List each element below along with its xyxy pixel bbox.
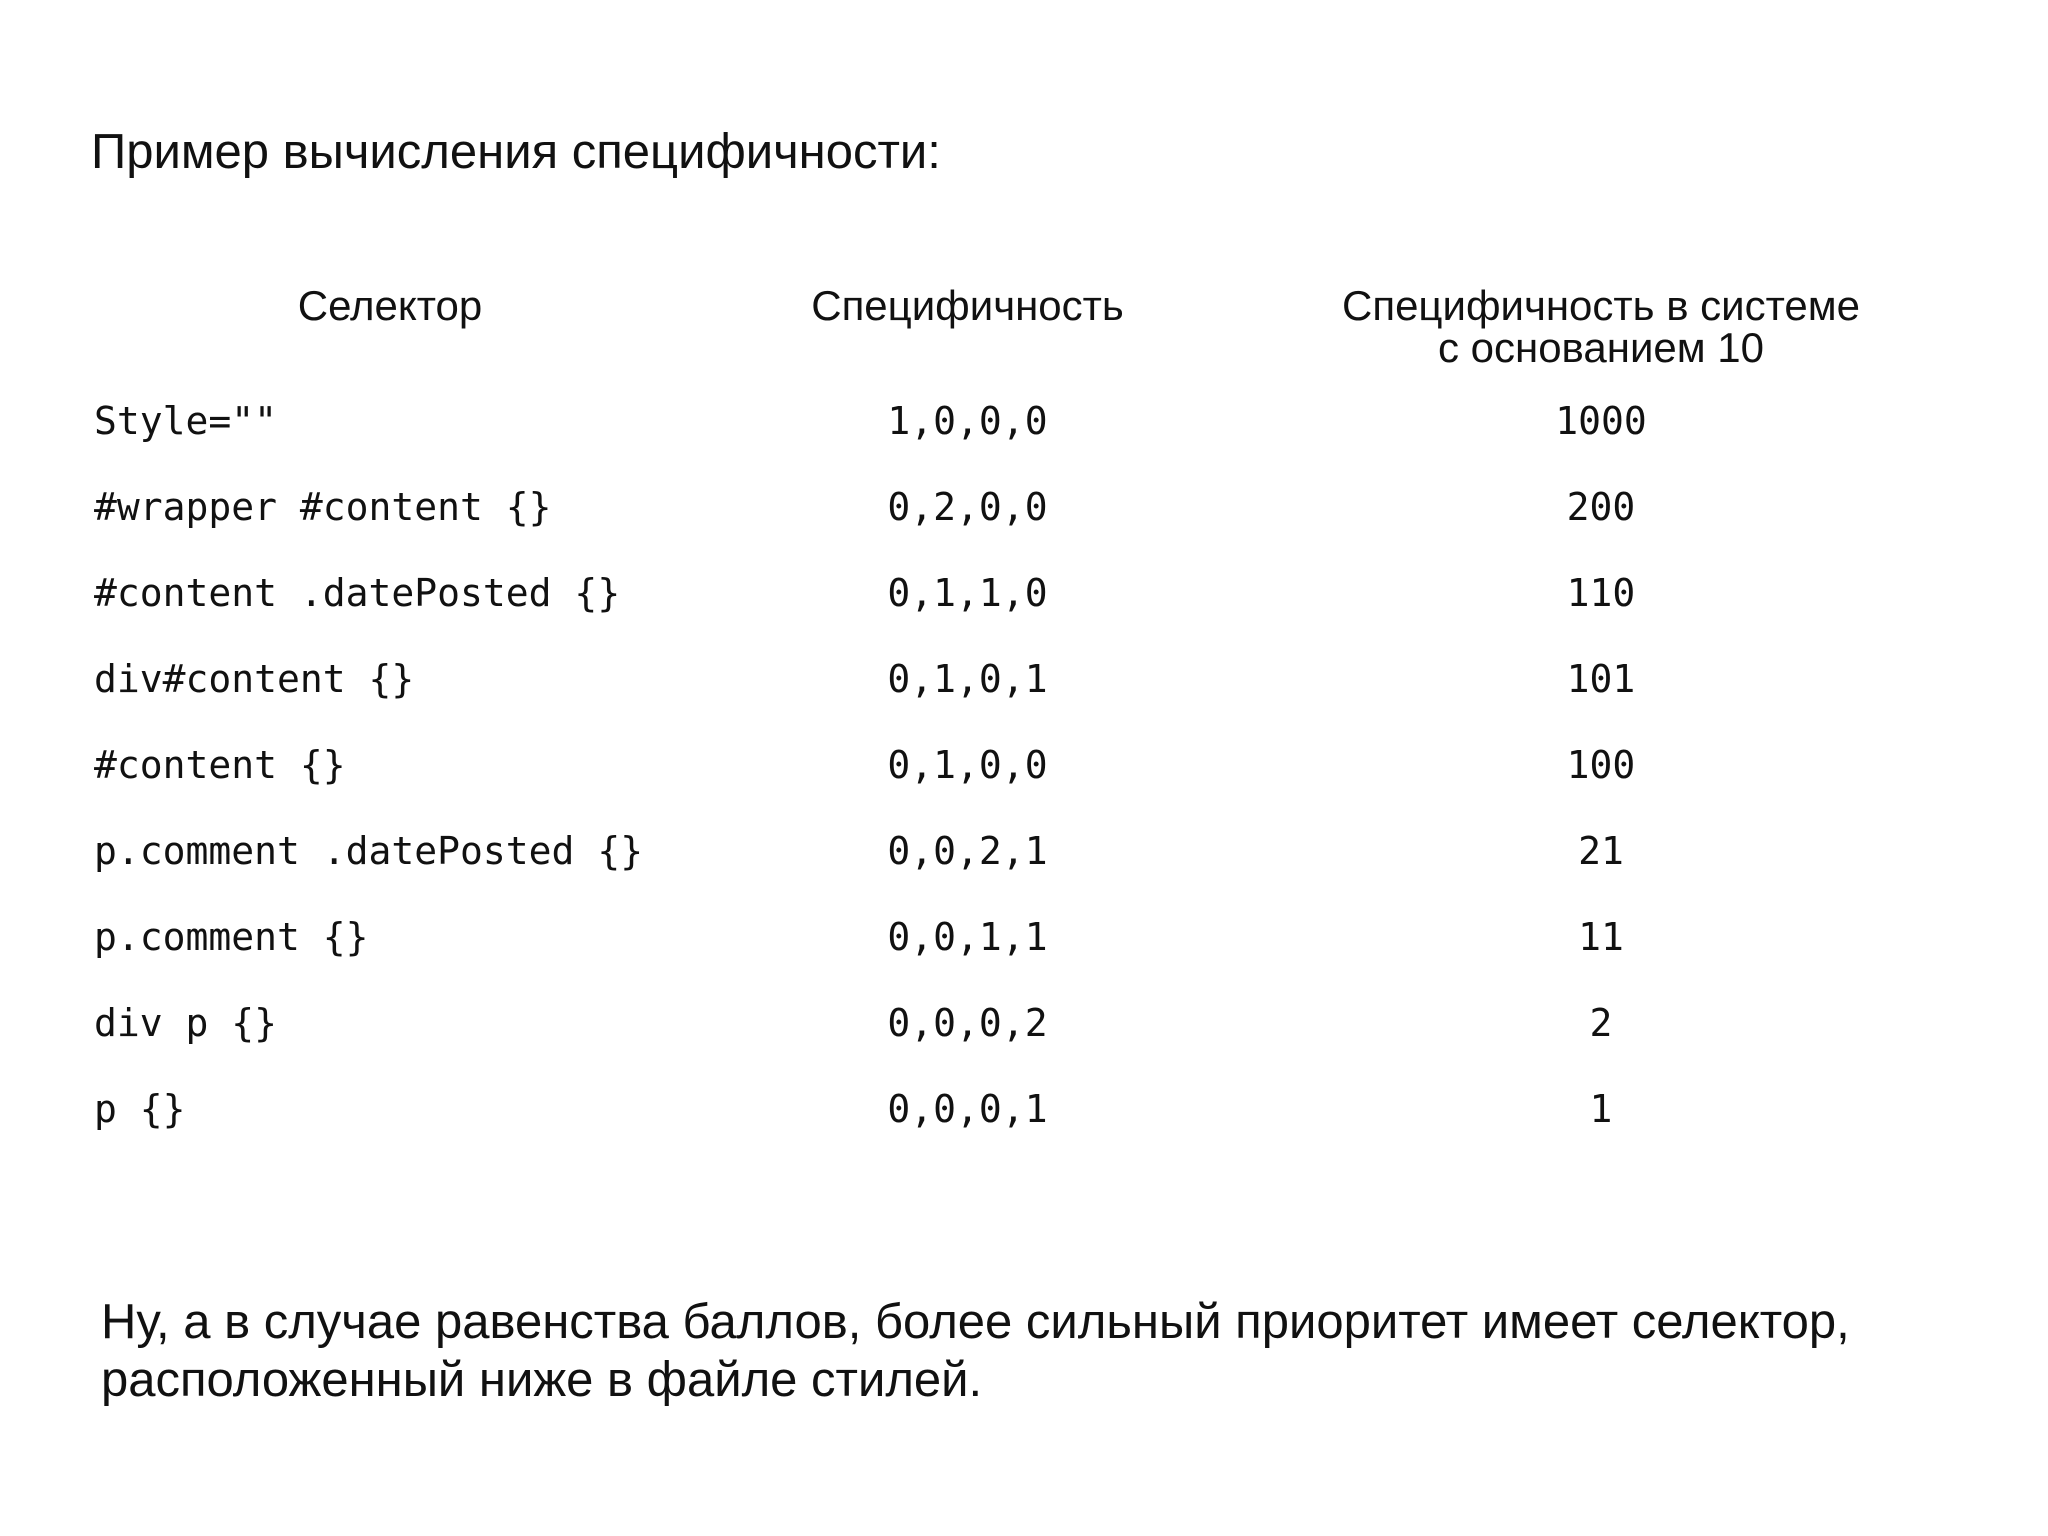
selector-cell: Style="" (94, 399, 278, 443)
selector-cell: div p {} (94, 1001, 278, 1045)
specificity-cell: 0,0,0,1 (887, 1087, 1048, 1131)
table-row (0, 1079, 2048, 1139)
header-specificity-base10-line1: Специфичность в системе (1342, 282, 1860, 329)
selector-cell: #wrapper #content {} (94, 485, 552, 529)
header-specificity-base10 (1270, 282, 1932, 371)
header-specificity: Специфичность (811, 282, 1124, 329)
table-row (0, 391, 2048, 451)
specificity-cell: 0,1,0,0 (887, 743, 1048, 787)
specificity-cell: 0,0,2,1 (887, 829, 1048, 873)
table-row (0, 477, 2048, 537)
slide-title: Пример вычисления специфичности: (91, 125, 941, 179)
table-row (0, 649, 2048, 709)
footer-note-line2: расположенный ниже в файле стилей. (101, 1353, 983, 1407)
specificity-cell: 0,1,0,1 (887, 657, 1048, 701)
base10-cell: 101 (1566, 657, 1636, 701)
selector-cell: p.comment .datePosted {} (94, 829, 644, 873)
selector-cell: div#content {} (94, 657, 415, 701)
table-row (0, 821, 2048, 881)
specificity-cell: 0,0,1,1 (887, 915, 1048, 959)
table-row (0, 563, 2048, 623)
base10-cell: 100 (1566, 743, 1636, 787)
base10-cell: 1 (1589, 1087, 1613, 1131)
specificity-cell: 1,0,0,0 (887, 399, 1048, 443)
specificity-cell: 0,0,0,2 (887, 1001, 1048, 1045)
footer-note (101, 1293, 1850, 1409)
selector-cell: p {} (94, 1087, 186, 1131)
selector-cell: #content .datePosted {} (94, 571, 621, 615)
header-selector: Селектор (297, 282, 483, 329)
base10-cell: 11 (1578, 915, 1624, 959)
header-specificity-base10-line2: с основанием 10 (1437, 324, 1765, 371)
base10-cell: 200 (1566, 485, 1636, 529)
specificity-cell: 0,1,1,0 (887, 571, 1048, 615)
base10-cell: 2 (1589, 1001, 1613, 1045)
footer-note-line1: Ну, а в случае равенства баллов, более сильный приоритет имеет селектор, (101, 1295, 1850, 1349)
selector-cell: #content {} (94, 743, 346, 787)
base10-cell: 21 (1578, 829, 1624, 873)
specificity-cell: 0,2,0,0 (887, 485, 1048, 529)
selector-cell: p.comment {} (94, 915, 369, 959)
base10-cell: 1000 (1555, 399, 1647, 443)
base10-cell: 110 (1566, 571, 1636, 615)
table-row (0, 993, 2048, 1053)
table-row (0, 735, 2048, 795)
table-row (0, 907, 2048, 967)
